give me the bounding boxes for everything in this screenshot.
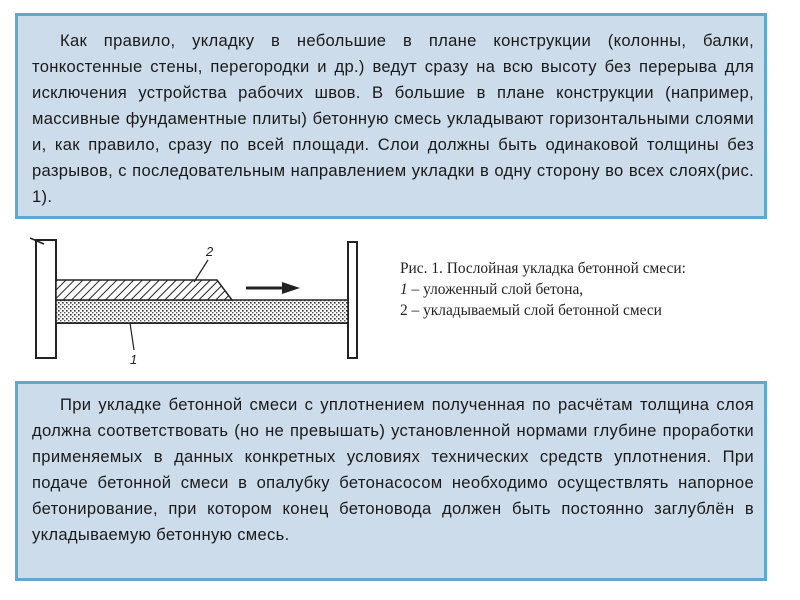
caption-title: Рис. 1. Послойная укладка бетонной смеси: bbox=[400, 260, 686, 277]
top-paragraph: Как правило, укладку в небольшие в плане конструкции (колонны, балки, тонкостенные стены, перегородки и др.) ведут сразу на всю высоту без перерыва для исключения устройства рабочих швов. В большие в плане конструкции (например, массивные фундаментные плиты) бетонную смесь укладывают горизонтальными слоями и, как правило, сразу по всей площади. Слои должны быть одинаковой толщины без разрывов, с последовательным направлением укладки в одну сторону во всех слоях(рис. 1). bbox=[32, 31, 754, 206]
layered-pour-diagram bbox=[22, 230, 366, 370]
right-formwork-wall bbox=[348, 242, 357, 358]
laid-concrete-layer bbox=[56, 300, 348, 323]
top-text-box bbox=[15, 13, 767, 219]
left-formwork-wall bbox=[30, 238, 56, 358]
caption-item-1-num: 1 bbox=[400, 281, 408, 298]
label-layer-1: 1 bbox=[130, 352, 138, 367]
bottom-paragraph: При укладке бетонной смеси с уплотнением полученная по расчётам толщина слоя должна соответствовать (но не превышать) установленной нормами глубине проработки применяемых в данных конкретных условиях технических средств уплотнения. При подаче бетонной смеси в опалубку бетонасосом необходимо осуществлять напорное бетонирование, при котором конец бетоновода должен быть постоянно заглублён в укладываемую бетонную смесь. bbox=[32, 395, 754, 544]
label-layer-2: 2 bbox=[206, 244, 214, 259]
figure-caption bbox=[400, 258, 686, 321]
new-concrete-layer bbox=[56, 280, 232, 300]
bottom-text-box bbox=[15, 381, 767, 581]
caption-item-1 bbox=[400, 279, 686, 300]
direction-arrow bbox=[246, 282, 300, 294]
caption-item-1-text: – уложенный слой бетона, bbox=[407, 281, 584, 298]
caption-item-2: 2 – укладываемый слой бетонной смеси bbox=[400, 302, 662, 319]
